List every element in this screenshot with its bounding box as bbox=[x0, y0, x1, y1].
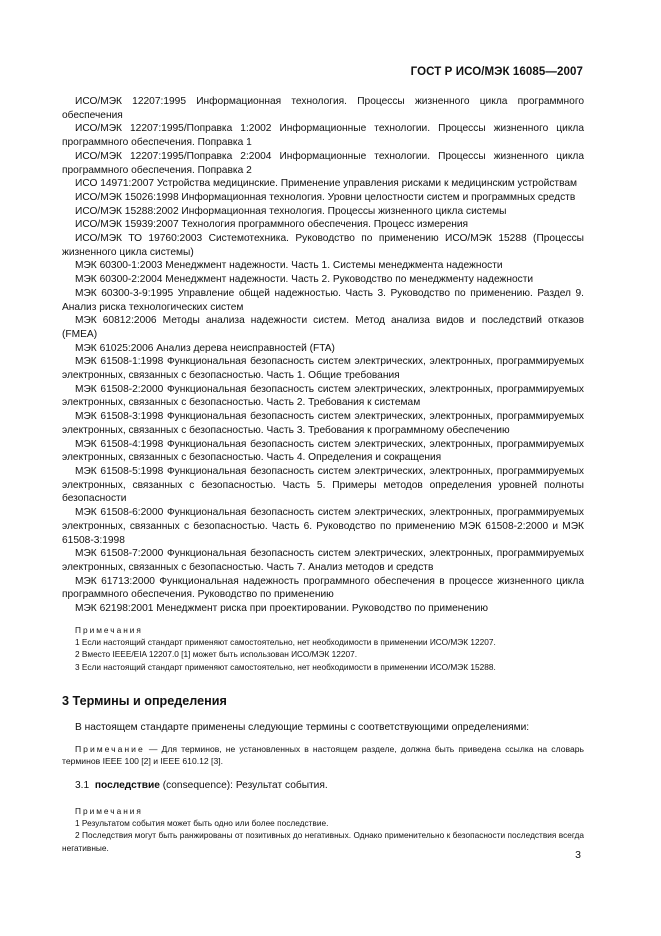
reference-item: ИСО/МЭК 12207:1995/Поправка 2:2004 Информационные технологии. Процессы жизненного цикла программного обеспечения. Поправка 2 bbox=[62, 150, 584, 176]
definition-notes bbox=[62, 805, 584, 854]
note-item: 1 Результатом события может быть одно или более последствие. bbox=[75, 818, 329, 829]
section-note bbox=[62, 743, 584, 767]
definition-number: 3.1 bbox=[75, 780, 90, 792]
document-header: ГОСТ Р ИСО/МЭК 16085—2007 bbox=[410, 66, 583, 78]
reference-item: ИСО/МЭК 15026:1998 Информационная технология. Уровни целостности систем и программных средств bbox=[75, 191, 576, 203]
notes-title: Примечания bbox=[75, 805, 143, 816]
note-item: 2 Вместо IEEE/EIA 12207.0 [1] может быть использован ИСО/МЭК 12207. bbox=[75, 649, 358, 660]
reference-item: ИСО 14971:2007 Устройства медицинские. Применение управления рисками к медицинским устройствам bbox=[75, 178, 578, 190]
page-body bbox=[62, 95, 584, 854]
notes-block bbox=[62, 624, 584, 673]
reference-item: МЭК 60812:2006 Методы анализа надежности систем. Метод анализа видов и последствий отказов (FMEA) bbox=[62, 315, 584, 340]
note-item: 3 Если настоящий стандарт применяют самостоятельно, нет необходимости в применении ИСО/МЭК 15288. bbox=[75, 661, 496, 672]
reference-item: МЭК 61713:2000 Функциональная надежность программного обеспечения в процессе жизненного цикла программного обеспечения. Руководство по применению bbox=[62, 575, 584, 601]
reference-item: ИСО/МЭК 12207:1995 Информационная технология. Процессы жизненного цикла программного обеспечения bbox=[62, 96, 584, 121]
reference-item: МЭК 62198:2001 Менеджмент риска при проектировании. Руководство по применению bbox=[75, 603, 489, 615]
definition-term: последствие bbox=[94, 780, 160, 792]
reference-item: ИСО/МЭК 12207:1995/Поправка 1:2002 Информационные технологии. Процессы жизненного цикла программного обеспечения. Поправка 1 bbox=[62, 123, 584, 149]
reference-item: МЭК 60300-2:2004 Менеджмент надежности. Часть 2. Руководство по менеджменту надежности bbox=[75, 274, 534, 286]
note-item: 1 Если настоящий стандарт применяют самостоятельно, нет необходимости в применении ИСО/МЭК 12207. bbox=[75, 637, 496, 648]
definition-text: (consequence): Результат события. bbox=[159, 780, 328, 792]
reference-item: ИСО/МЭК 15288:2002 Информационная технология. Процессы жизненного цикла системы bbox=[75, 205, 507, 217]
note-text: — Для терминов, не установленных в настоящем разделе, должна быть приведена ссылка на словарь терминов IEEE 100 [2] и IEEE 610.12 [3]. bbox=[62, 743, 584, 766]
reference-item: МЭК 61508-3:1998 Функциональная безопасность систем электрических, электронных, программируемых электронных, связанных с безопасностью. Часть 3. Требования к программному обеспечению bbox=[62, 411, 584, 436]
reference-item: МЭК 61025:2006 Анализ дерева неисправностей (FTA) bbox=[75, 342, 335, 354]
reference-item: МЭК 61508-7:2000 Функциональная безопасность систем электрических, электронных, программируемых электронных, связанных с безопасностью. Часть 7. Анализ методов и средств bbox=[62, 548, 584, 573]
reference-item: МЭК 61508-5:1998 Функциональная безопасность систем электрических, электронных, программируемых электронных, связанных с безопасностью. Часть 5. Примеры методов определения уровней полноты безопасности bbox=[62, 465, 584, 505]
definition-3-1 bbox=[62, 779, 584, 793]
reference-item: ИСО/МЭК ТО 19760:2003 Системотехника. Руководство по применению ИСО/МЭК 15288 (Процессы жизненного цикла системы) bbox=[62, 233, 584, 258]
reference-item: МЭК 60300-3-9:1995 Управление общей надежностью. Часть 3. Руководство по применению. Раздел 9. Анализ риска технологических систем bbox=[62, 287, 584, 313]
reference-item: МЭК 61508-6:2000 Функциональная безопасность систем электрических, электронных, программируемых электронных, связанных с безопасностью. Часть 6. Руководство по применению МЭК 61508-2:2000 и МЭК 61508-3:1998 bbox=[62, 507, 584, 546]
notes-title: Примечания bbox=[75, 624, 143, 635]
references-list bbox=[62, 95, 584, 616]
reference-item: МЭК 60300-1:2003 Менеджмент надежности. Часть 1. Системы менеджмента надежности bbox=[75, 260, 503, 272]
reference-item: МЭК 61508-2:2000 Функциональная безопасность систем электрических, электронных, программируемых электронных, связанных с безопасностью. Часть 2. Требования к системам bbox=[62, 383, 584, 409]
page-number: 3 bbox=[575, 849, 581, 861]
note-label: Примечание bbox=[75, 743, 145, 754]
reference-item: МЭК 61508-1:1998 Функциональная безопасность систем электрических, электронных, программируемых электронных, связанных с безопасностью. Часть 1. Общие требования bbox=[62, 356, 584, 382]
section-intro: В настоящем стандарте применены следующие термины с соответствующими определениями: bbox=[75, 721, 530, 733]
note-item: 2 Последствия могут быть ранжированы от позитивных до негативных. Однако применительно к безопасности последствия всегда негативные. bbox=[62, 830, 584, 853]
section-heading: 3 Термины и определения bbox=[62, 693, 227, 708]
reference-item: МЭК 61508-4:1998 Функциональная безопасность систем электрических, электронных, программируемых электронных, связанных с безопасностью. Часть 4. Определения и сокращения bbox=[62, 438, 584, 464]
reference-item: ИСО/МЭК 15939:2007 Технология программного обеспечения. Процесс измерения bbox=[75, 219, 469, 231]
